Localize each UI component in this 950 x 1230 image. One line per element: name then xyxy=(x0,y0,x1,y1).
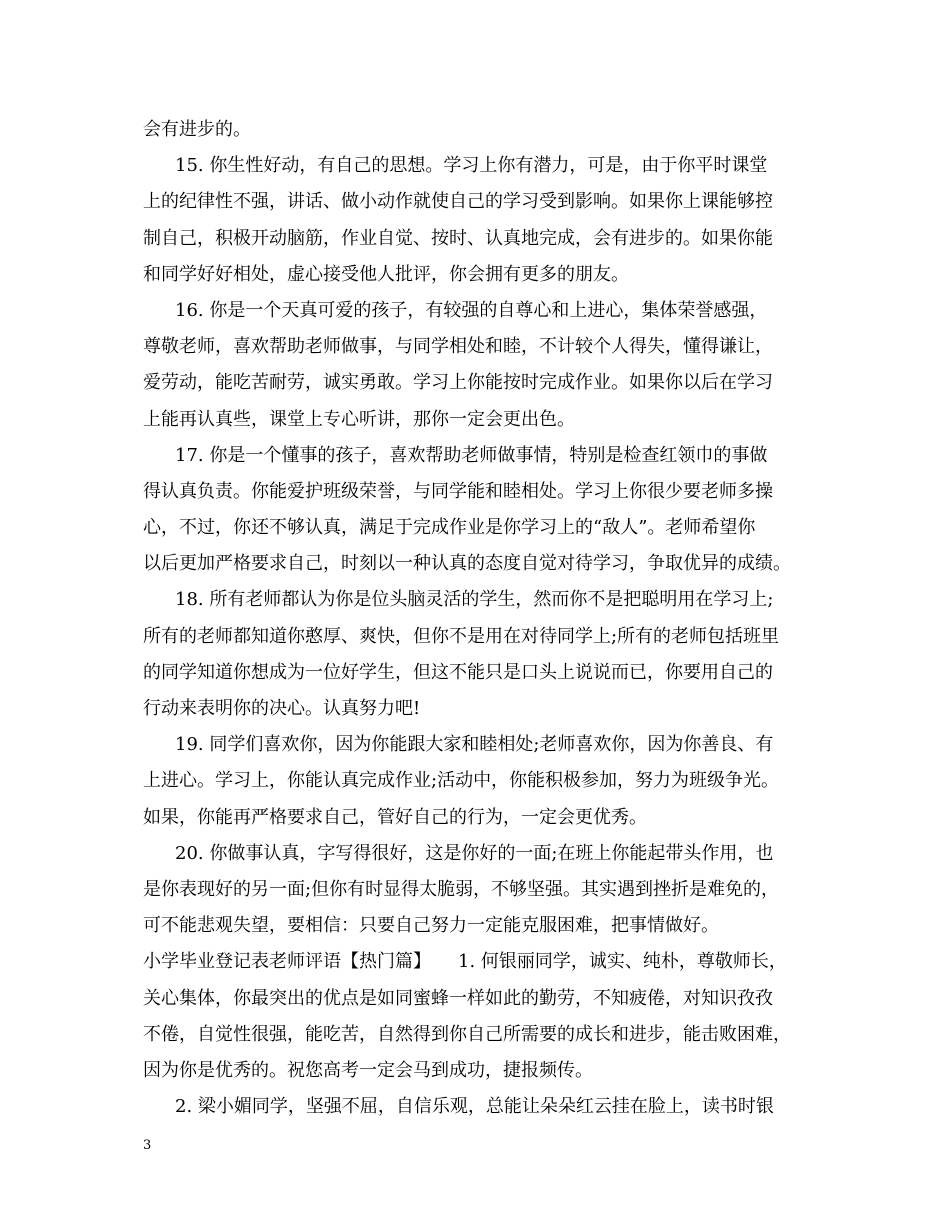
text-line: 因为你是优秀的。祝您高考一定会马到成功，捷报频传。 xyxy=(143,1059,593,1081)
text-line: 17. 你是一个懂事的孩子，喜欢帮助老师做事情，特别是检查红领巾的事做 xyxy=(175,444,768,466)
text-line: 行动来表明你的决心。认真努力吧! xyxy=(143,698,421,719)
text-line: 上能再认真些，课堂上专心听讲，那你一定会更出色。 xyxy=(143,408,575,430)
text-line: 的同学知道你想成为一位好学生，但这不能只是口头上说说而已，你要用自己的 xyxy=(143,661,773,683)
text-line: 16. 你是一个天真可爱的孩子，有较强的自尊心和上进心，集体荣誉感强， xyxy=(175,299,768,321)
text-line: 上进心。学习上，你能认真完成作业;活动中，你能积极参加，努力为班级争光。 xyxy=(143,770,780,792)
text-line: 小学毕业登记表老师评语【热门篇】 1. 何银丽同学，诚实、纯朴，尊敬师长， xyxy=(143,951,787,973)
text-line: 可不能悲观失望，要相信：只要自己努力一定能克服困难，把事情做好。 xyxy=(143,915,719,937)
text-line: 以后更加严格要求自己，时刻以一种认真的态度自觉对待学习，争取优异的成绩。 xyxy=(143,553,791,575)
text-line: 和同学好好相处，虚心接受他人批评，你会拥有更多的朋友。 xyxy=(143,263,629,285)
text-line: 得认真负责。你能爱护班级荣誉，与同学能和睦相处。学习上你很少要老师多操 xyxy=(143,480,773,502)
text-line: 制自己，积极开动脑筋，作业自觉、按时、认真地完成，会有进步的。如果你能 xyxy=(143,227,773,249)
text-line: 2. 梁小媚同学，坚强不屈，自信乐观，总能让朵朵红云挂在脸上，读书时银 xyxy=(175,1096,774,1118)
page-number: 3 xyxy=(143,1138,152,1153)
text-line: 所有的老师都知道你憨厚、爽快，但你不是用在对待同学上;所有的老师包括班里 xyxy=(143,625,780,647)
text-line: 20. 你做事认真，字写得很好，这是你好的一面;在班上你能起带头作用，也 xyxy=(175,842,774,864)
text-line: 关心集体，你最突出的优点是如同蜜蜂一样如此的勤劳，不知疲倦，对知识孜孜 xyxy=(143,987,773,1009)
text-line: 19. 同学们喜欢你，因为你能跟大家和睦相处;老师喜欢你，因为你善良、有 xyxy=(175,734,774,756)
text-line: 上的纪律性不强，讲话、做小动作就使自己的学习受到影响。如果你上课能够控 xyxy=(143,191,773,213)
document-body xyxy=(143,112,828,1125)
text-line: 18. 所有老师都认为你是位头脑灵活的学生，然而你不是把聪明用在学习上; xyxy=(175,589,774,611)
text-line: 是你表现好的另一面;但你有时显得太脆弱，不够坚强。其实遇到挫折是难免的， xyxy=(143,878,780,900)
text-line: 不倦，自觉性很强，能吃苦，自然得到你自己所需要的成长和进步，能击败困难， xyxy=(143,1023,791,1045)
text-line: 尊敬老师，喜欢帮助老师做事，与同学相处和睦，不计较个人得失，懂得谦让， xyxy=(143,336,773,358)
text-line: 爱劳动，能吃苦耐劳，诚实勇敢。学习上你能按时完成作业。如果你以后在学习 xyxy=(143,372,773,394)
text-line: 15. 你生性好动，有自己的思想。学习上你有潜力，可是，由于你平时课堂 xyxy=(175,155,768,177)
text-line: 会有进步的。 xyxy=(143,119,251,140)
text-line: 心，不过，你还不够认真，满足于完成作业是你学习上的“敌人”。老师希望你 xyxy=(143,517,756,539)
text-line: 如果，你能再严格要求自己，管好自己的行为，一定会更优秀。 xyxy=(143,806,647,828)
